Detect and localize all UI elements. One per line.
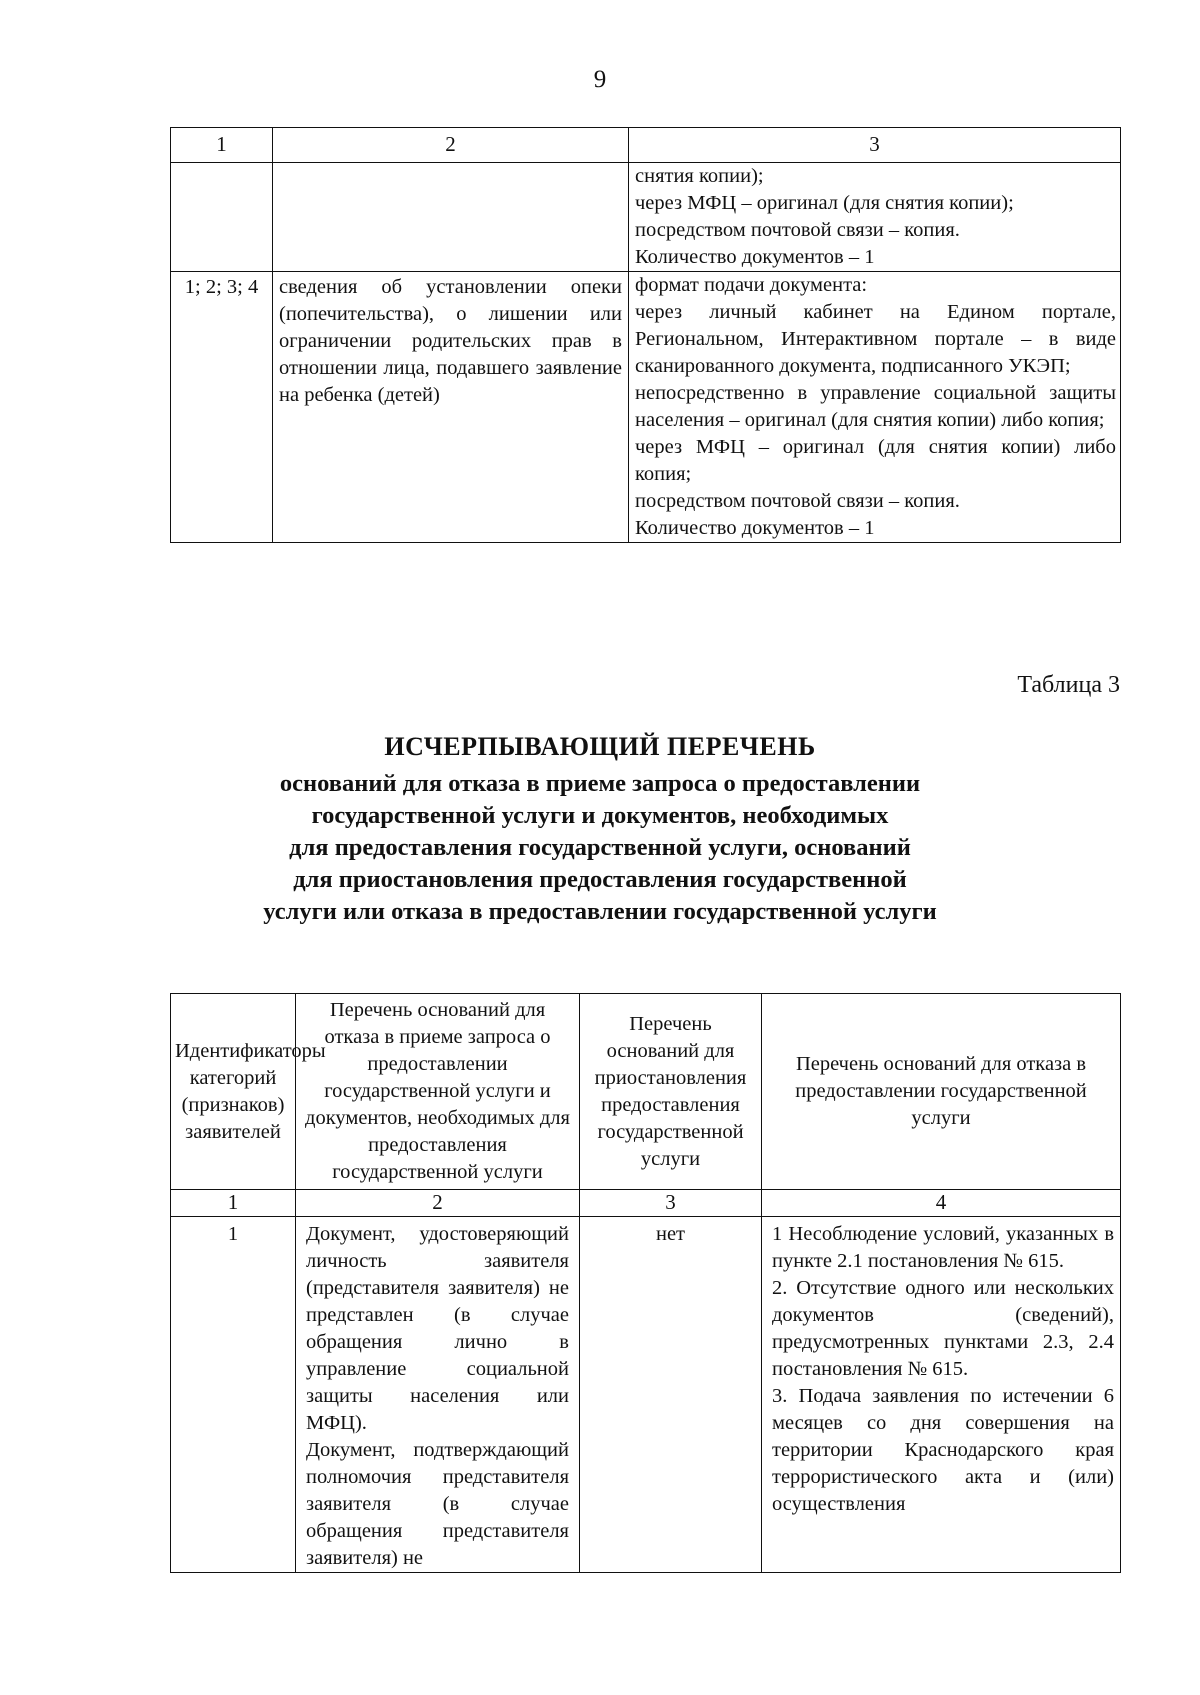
ground-item: 1 Несоблюдение условий, указанных в пункте 2.1 постановления № 615. (772, 1223, 1114, 1272)
page-number: 9 (593, 66, 607, 93)
delivery-line: формат подачи документа: (635, 274, 868, 296)
refuse-service-cell (762, 1217, 1121, 1573)
delivery-line: через личный кабинет на Едином портале, Региональном, Интерактивном портале – в виде сканированного документа, подписанного УКЭП; (635, 301, 1116, 377)
table-row (171, 272, 1121, 543)
delivery-line: посредством почтовой связи – копия. (635, 219, 960, 241)
category-id-cell (171, 163, 273, 272)
table-row (171, 1217, 1121, 1573)
subtitle-line: оснований для отказа в приеме запроса о предоставлении (279, 770, 921, 797)
ground-item: Документ, удостоверяющий личность заявителя (представителя заявителя) не представлен (в случае обращения лично в управление социальной защиты населения или МФЦ). (306, 1223, 569, 1434)
column-number: 3 (629, 128, 1121, 163)
header-refuse-service: Перечень оснований для отказа в предоставлении государственной услуги (762, 994, 1121, 1190)
document-info-cell (273, 163, 629, 272)
delivery-line: через МФЦ – оригинал (для снятия копии); (635, 192, 1014, 214)
header-category-ids: Идентификаторы категорий (признаков) заявителей (171, 994, 296, 1190)
category-id-cell: 1 (171, 1217, 296, 1573)
category-id-cell: 1; 2; 3; 4 (171, 272, 273, 543)
delivery-line: Количество документов – 1 (635, 246, 875, 268)
column-number: 3 (580, 1190, 762, 1217)
delivery-line: снятия копии); (635, 165, 764, 187)
ground-item: Документ, подтверждающий полномочия представителя заявителя (в случае обращения представителя заявителя) не (306, 1439, 569, 1569)
delivery-line: Количество документов – 1 (635, 517, 875, 539)
column-number-row (171, 1190, 1121, 1217)
column-number: 2 (296, 1190, 580, 1217)
header-suspend: Перечень оснований для приостановления предоставления государственной услуги (580, 994, 762, 1190)
header-refuse-request: Перечень оснований для отказа в приеме запроса о предоставлении государственной услуги и документов, необходимых для предоставления государственной услуги (296, 994, 580, 1190)
section-title: ИСЧЕРПЫВАЮЩИЙ ПЕРЕЧЕНЬ (384, 732, 816, 761)
grounds-table (170, 993, 1121, 1573)
subtitle-line: для предоставления государственной услуги, оснований (289, 834, 911, 861)
column-number: 2 (273, 128, 629, 163)
delivery-line: непосредственно в управление социальной защиты населения – оригинал (для снятия копии) либо копия; (635, 382, 1116, 431)
table-caption: Таблица 3 (1017, 672, 1120, 698)
table-continuation (170, 127, 1121, 543)
column-number: 4 (762, 1190, 1121, 1217)
suspend-cell: нет (580, 1217, 762, 1573)
table-row (171, 163, 1121, 272)
subtitle-line: услуги или отказа в предоставлении государственной услуги (263, 898, 937, 925)
section-subtitle (180, 768, 1020, 928)
delivery-line: через МФЦ – оригинал (для снятия копии) либо копия; (635, 436, 1116, 485)
ground-item: 3. Подача заявления по истечении 6 месяцев со дня совершения на территории Краснодарского края террористического акта и (или) осуществления (772, 1385, 1114, 1515)
document-info-cell: сведения об установлении опеки (попечительства), о лишении или ограничении родительских прав в отношении лица, подавшего заявление на ребенка (детей) (273, 272, 629, 543)
column-number: 1 (171, 1190, 296, 1217)
ground-item: 2. Отсутствие одного или нескольких документов (сведений), предусмотренных пунктами 2.3, 2.4 постановления № 615. (772, 1277, 1114, 1380)
delivery-method-cell (629, 163, 1121, 272)
delivery-line: посредством почтовой связи – копия. (635, 490, 960, 512)
delivery-method-cell (629, 272, 1121, 543)
table-header-row (171, 994, 1121, 1190)
subtitle-line: государственной услуги и документов, необходимых (311, 802, 889, 829)
refuse-request-cell (296, 1217, 580, 1573)
table-header-row (171, 128, 1121, 163)
subtitle-line: для приостановления предоставления государственной (293, 866, 907, 893)
column-number: 1 (171, 128, 273, 163)
